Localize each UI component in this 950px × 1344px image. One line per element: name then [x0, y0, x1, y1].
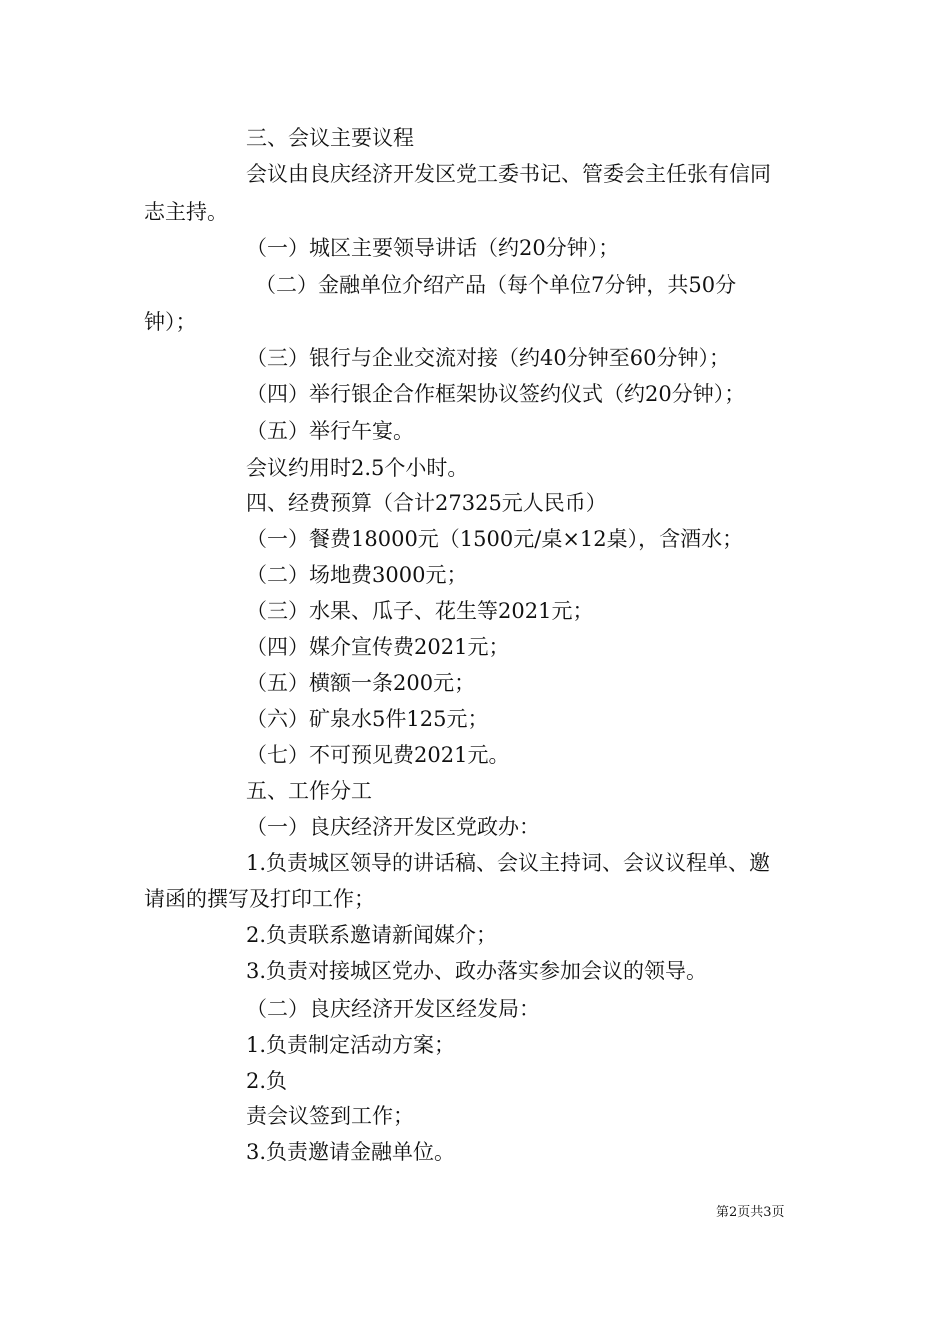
paragraph-line: 会议由良庆经济开发区党工委书记、管委会主任张有信同 [246, 162, 771, 186]
heading-budget: 四、经费预算（合计27325元人民币） [246, 491, 607, 515]
budget-item: （三）水果、瓜子、花生等2021元； [246, 599, 594, 623]
budget-item: （四）媒介宣传费2021元； [246, 635, 510, 659]
agenda-item: （五）举行午宴。 [246, 419, 414, 443]
paragraph-line: 志主持。 [144, 200, 228, 224]
budget-item: （七）不可预见费2021元。 [246, 743, 510, 767]
paragraph-line: 3.负责邀请金融单位。 [246, 1140, 456, 1164]
paragraph-line: 请函的撰写及打印工作； [144, 887, 375, 911]
heading-agenda: 三、会议主要议程 [246, 126, 414, 150]
page-number: 第2页共3页 [716, 1205, 785, 1220]
agenda-item: （二）金融单位介绍产品（每个单位7分钟，共50分 [255, 273, 737, 297]
budget-item: （六）矿泉水5件125元； [246, 707, 489, 731]
paragraph-line: 钟）； [144, 310, 197, 334]
agenda-item: （三）银行与企业交流对接（约40分钟至60分钟）； [246, 346, 730, 370]
budget-item: （五）横额一条200元； [246, 671, 476, 695]
paragraph-line: 责会议签到工作； [246, 1104, 414, 1128]
budget-item: （二）场地费3000元； [246, 563, 468, 587]
heading-division: 五、工作分工 [246, 779, 372, 803]
agenda-item: （四）举行银企合作框架协议签约仪式（约20分钟）； [246, 382, 746, 406]
budget-item: （一）餐费18000元（1500元/桌×12桌），含酒水； [246, 527, 744, 551]
division-item: （二）良庆经济开发区经发局： [246, 997, 540, 1021]
agenda-item: （一）城区主要领导讲话（约20分钟）； [246, 236, 620, 260]
paragraph-line: 1.负责制定活动方案； [246, 1033, 456, 1057]
paragraph-line: 3.负责对接城区党办、政办落实参加会议的领导。 [246, 959, 708, 983]
paragraph-line: 1.负责城区领导的讲话稿、会议主持词、会议议程单、邀 [246, 851, 771, 875]
division-item: （一）良庆经济开发区党政办： [246, 815, 540, 839]
paragraph-line: 会议约用时2.5个小时。 [246, 456, 469, 480]
paragraph-line: 2.负责联系邀请新闻媒介； [246, 923, 498, 947]
paragraph-line: 2.负 [246, 1069, 288, 1093]
